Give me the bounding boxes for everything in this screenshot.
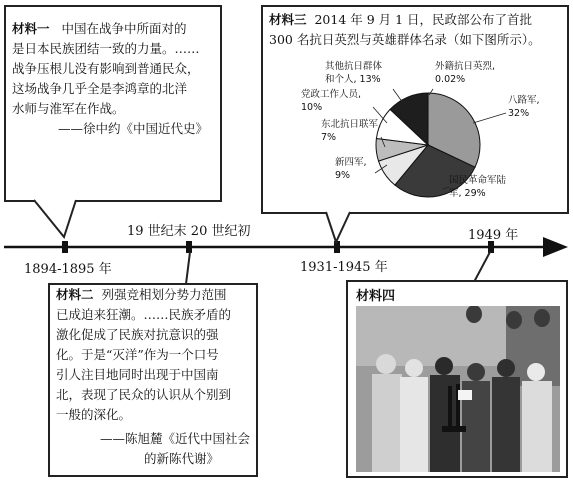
timeline-tick-1894 <box>62 241 68 253</box>
material3-line: 2014 年 9 月 1 日，民政部公布了首批 <box>314 12 533 27</box>
historical-photo <box>356 306 560 472</box>
material2-line: 北，表现了民众的认识从个别到 <box>56 387 232 402</box>
material2-source: ——陈旭麓《近代中国社会 <box>99 431 250 446</box>
timeline-label-1900: 19 世纪末 20 世纪初 <box>127 224 251 239</box>
material2-text <box>56 285 256 469</box>
pie-slice-label: 和个人, 13% <box>325 74 381 85</box>
pie-slice-label: 党政工作人员, <box>301 89 362 100</box>
material3-pointer <box>320 210 360 246</box>
pie-slice-label: 其他抗日群体 <box>325 61 383 72</box>
material2-line: 引人注目地同时出现于中国南 <box>56 367 219 382</box>
pie-slice-label: 东北抗日联军, <box>321 119 382 130</box>
material1-line: 这场战争几乎全是李鸿章的北洋 <box>12 81 188 96</box>
pie-leader-line <box>473 113 506 123</box>
material1-pointer <box>30 199 80 239</box>
pie-slice-label: 外籍抗日英烈, <box>435 61 496 72</box>
material4-box <box>346 280 568 478</box>
material3-title: 材料三 <box>269 12 307 27</box>
pie-slice-label: 10% <box>301 102 323 113</box>
material3-box <box>261 5 569 214</box>
pie-slice-label: 新四军, <box>335 157 367 168</box>
pie-slice-label: 军, 29% <box>449 188 486 199</box>
material2-line: 已成迫来狂潮。……民族矛盾的 <box>56 307 232 322</box>
material1-line: 中国在战争中所面对的 <box>61 21 187 36</box>
timeline-label-1894: 1894-1895 年 <box>24 262 112 277</box>
pie-slice-label: 八路军, <box>508 95 540 106</box>
pie-slice-label: 9% <box>335 170 351 181</box>
photo-drawing <box>356 306 560 472</box>
material1-line: 战争压根儿没有影响到普通民众， <box>12 61 200 76</box>
material2-box <box>48 283 258 477</box>
material1-text <box>12 19 218 139</box>
material4-title: 材料四 <box>356 289 396 304</box>
pie-slice-label: 0.02% <box>435 74 466 85</box>
timeline-label-1931: 1931-1945 年 <box>300 260 388 275</box>
material2-title: 材料二 <box>56 287 94 302</box>
material2-line: 激化促成了民族对抗意识的强 <box>56 327 219 342</box>
material2-line: 一般的深化。 <box>56 407 132 422</box>
material2-line: 化。于是“灭洋”作为一个口号 <box>56 347 219 362</box>
material1-title: 材料一 <box>12 21 50 36</box>
pie-slice-label: 国民革命军陆 <box>449 175 507 186</box>
pie-leader-line <box>393 89 403 103</box>
material1-line: 水师与淮军在作战。 <box>12 101 125 116</box>
material1-line: 是日本民族团结一致的力量。…… <box>12 41 200 56</box>
pie-chart <box>263 7 569 214</box>
material2-source: 的新陈代谢》 <box>144 451 220 466</box>
timeline-label-1949: 1949 年 <box>468 228 519 243</box>
material1-source: ——徐中约《中国近代史》 <box>57 121 208 136</box>
material3-line: 300 名抗日英烈与英雄群体名录（如下图所示）。 <box>269 32 541 47</box>
pie-slice-label: 32% <box>508 108 530 119</box>
pie-slice-label: 7% <box>321 132 337 143</box>
material1-box <box>4 5 222 202</box>
material2-line: 列强竞相划分势力范围 <box>101 287 227 302</box>
